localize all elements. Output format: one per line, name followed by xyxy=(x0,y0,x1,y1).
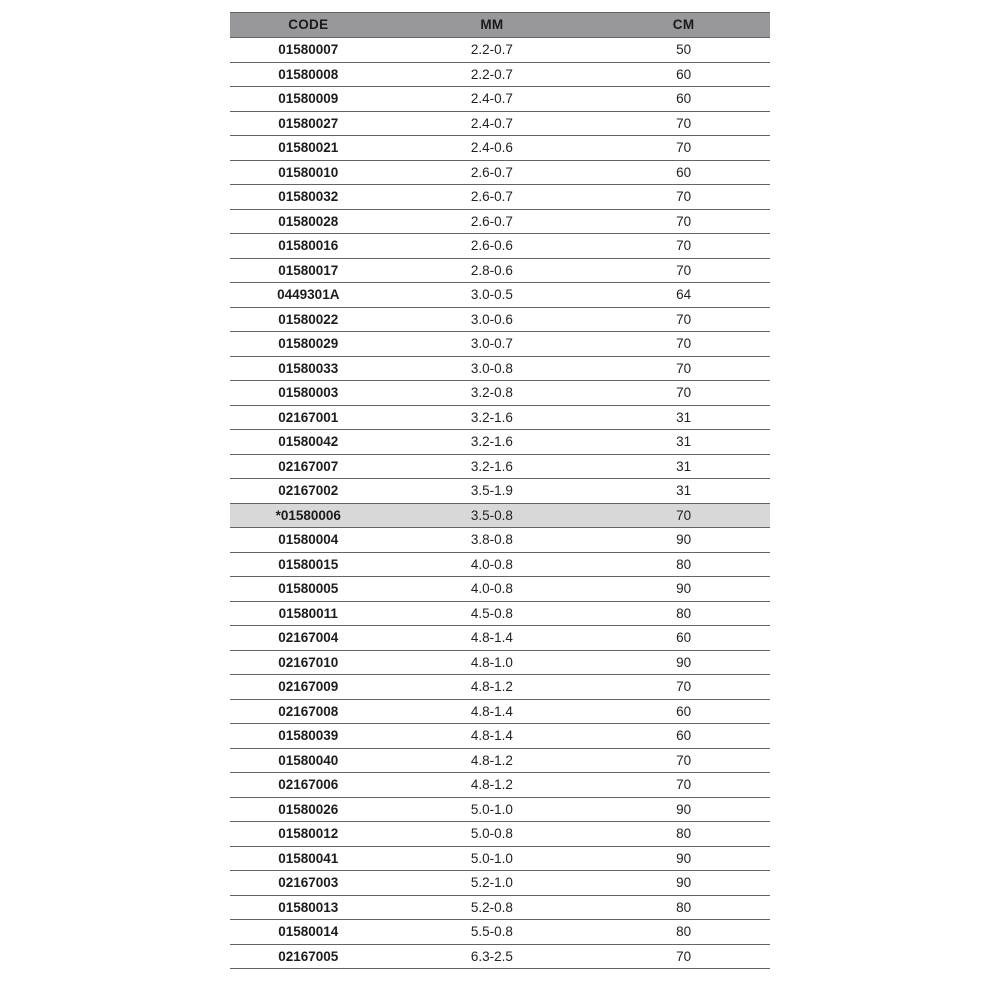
cell-cm: 80 xyxy=(597,822,770,847)
cell-cm: 70 xyxy=(597,234,770,259)
cell-cm: 31 xyxy=(597,479,770,504)
cell-code: 01580026 xyxy=(230,797,387,822)
cell-cm: 90 xyxy=(597,577,770,602)
cell-code: 01580010 xyxy=(230,160,387,185)
cell-cm: 70 xyxy=(597,773,770,798)
cell-code: 01580012 xyxy=(230,822,387,847)
table-row xyxy=(230,307,770,332)
column-header-mm: MM xyxy=(387,13,598,38)
cell-cm: 60 xyxy=(597,724,770,749)
cell-code: 01580003 xyxy=(230,381,387,406)
column-header-cm: CM xyxy=(597,13,770,38)
cell-mm: 3.5-1.9 xyxy=(387,479,598,504)
cell-code: 01580016 xyxy=(230,234,387,259)
table-row xyxy=(230,577,770,602)
cell-mm: 2.4-0.7 xyxy=(387,111,598,136)
cell-cm: 70 xyxy=(597,332,770,357)
cell-code: 0449301A xyxy=(230,283,387,308)
table-row xyxy=(230,699,770,724)
cell-code: 02167009 xyxy=(230,675,387,700)
cell-cm: 31 xyxy=(597,405,770,430)
cell-code: 01580021 xyxy=(230,136,387,161)
table-row xyxy=(230,528,770,553)
table-row xyxy=(230,822,770,847)
cell-cm: 70 xyxy=(597,356,770,381)
cell-mm: 2.2-0.7 xyxy=(387,62,598,87)
table-row xyxy=(230,920,770,945)
cell-mm: 2.4-0.6 xyxy=(387,136,598,161)
table-row xyxy=(230,136,770,161)
cell-cm: 90 xyxy=(597,528,770,553)
cell-code: 02167003 xyxy=(230,871,387,896)
cell-cm: 70 xyxy=(597,944,770,969)
cell-code: 01580027 xyxy=(230,111,387,136)
cell-mm: 5.2-1.0 xyxy=(387,871,598,896)
table-row xyxy=(230,871,770,896)
cell-mm: 2.4-0.7 xyxy=(387,87,598,112)
cell-mm: 2.8-0.6 xyxy=(387,258,598,283)
cell-cm: 70 xyxy=(597,209,770,234)
cell-cm: 80 xyxy=(597,601,770,626)
cell-code: 02167001 xyxy=(230,405,387,430)
table-row xyxy=(230,895,770,920)
table-row xyxy=(230,209,770,234)
table-row xyxy=(230,62,770,87)
table-row xyxy=(230,503,770,528)
table-row xyxy=(230,675,770,700)
cell-cm: 90 xyxy=(597,650,770,675)
cell-mm: 2.6-0.7 xyxy=(387,185,598,210)
cell-mm: 4.8-1.4 xyxy=(387,699,598,724)
cell-mm: 4.0-0.8 xyxy=(387,577,598,602)
cell-code: 01580005 xyxy=(230,577,387,602)
cell-cm: 60 xyxy=(597,626,770,651)
table-row xyxy=(230,797,770,822)
cell-code: *01580006 xyxy=(230,503,387,528)
table-row xyxy=(230,454,770,479)
cell-mm: 5.0-0.8 xyxy=(387,822,598,847)
cell-code: 01580028 xyxy=(230,209,387,234)
cell-mm: 3.2-1.6 xyxy=(387,430,598,455)
cell-code: 02167002 xyxy=(230,479,387,504)
cell-cm: 31 xyxy=(597,454,770,479)
table-row xyxy=(230,724,770,749)
cell-code: 01580032 xyxy=(230,185,387,210)
cell-cm: 60 xyxy=(597,699,770,724)
table-row xyxy=(230,38,770,63)
table-row xyxy=(230,650,770,675)
cell-mm: 3.0-0.5 xyxy=(387,283,598,308)
table-row xyxy=(230,283,770,308)
cell-cm: 70 xyxy=(597,748,770,773)
cell-cm: 70 xyxy=(597,258,770,283)
cell-mm: 2.6-0.7 xyxy=(387,160,598,185)
cell-code: 02167010 xyxy=(230,650,387,675)
table-row xyxy=(230,332,770,357)
cell-cm: 60 xyxy=(597,160,770,185)
table-row xyxy=(230,381,770,406)
cell-cm: 70 xyxy=(597,675,770,700)
cell-cm: 60 xyxy=(597,62,770,87)
cell-mm: 5.0-1.0 xyxy=(387,846,598,871)
cell-code: 02167007 xyxy=(230,454,387,479)
table-row xyxy=(230,626,770,651)
table-row xyxy=(230,552,770,577)
cell-code: 01580015 xyxy=(230,552,387,577)
table-row xyxy=(230,944,770,969)
cell-code: 01580011 xyxy=(230,601,387,626)
cell-cm: 60 xyxy=(597,87,770,112)
table-row xyxy=(230,87,770,112)
table-header-row xyxy=(230,13,770,38)
cell-cm: 50 xyxy=(597,38,770,63)
cell-cm: 90 xyxy=(597,797,770,822)
cell-code: 01580008 xyxy=(230,62,387,87)
cell-mm: 3.5-0.8 xyxy=(387,503,598,528)
cell-mm: 3.0-0.6 xyxy=(387,307,598,332)
cell-mm: 2.2-0.7 xyxy=(387,38,598,63)
cell-cm: 80 xyxy=(597,920,770,945)
cell-code: 01580042 xyxy=(230,430,387,455)
cell-code: 01580029 xyxy=(230,332,387,357)
cell-code: 01580041 xyxy=(230,846,387,871)
cell-mm: 3.2-1.6 xyxy=(387,454,598,479)
cell-mm: 4.0-0.8 xyxy=(387,552,598,577)
cell-code: 01580009 xyxy=(230,87,387,112)
table-row xyxy=(230,405,770,430)
table-row xyxy=(230,748,770,773)
cell-code: 01580014 xyxy=(230,920,387,945)
table-row xyxy=(230,258,770,283)
cell-code: 01580013 xyxy=(230,895,387,920)
table-row xyxy=(230,185,770,210)
cell-code: 02167006 xyxy=(230,773,387,798)
table-row xyxy=(230,160,770,185)
cell-mm: 4.8-1.2 xyxy=(387,748,598,773)
cell-code: 01580033 xyxy=(230,356,387,381)
table-row xyxy=(230,773,770,798)
cell-mm: 4.8-1.2 xyxy=(387,773,598,798)
cell-cm: 70 xyxy=(597,111,770,136)
cell-cm: 70 xyxy=(597,381,770,406)
table-row xyxy=(230,601,770,626)
cell-mm: 4.5-0.8 xyxy=(387,601,598,626)
cell-cm: 90 xyxy=(597,846,770,871)
cell-mm: 2.6-0.6 xyxy=(387,234,598,259)
cell-cm: 80 xyxy=(597,895,770,920)
cell-cm: 70 xyxy=(597,307,770,332)
cell-cm: 70 xyxy=(597,185,770,210)
cell-code: 02167008 xyxy=(230,699,387,724)
cell-mm: 3.0-0.8 xyxy=(387,356,598,381)
cell-code: 01580017 xyxy=(230,258,387,283)
cell-cm: 70 xyxy=(597,136,770,161)
cell-code: 01580004 xyxy=(230,528,387,553)
cell-cm: 90 xyxy=(597,871,770,896)
cell-code: 01580022 xyxy=(230,307,387,332)
cell-mm: 2.6-0.7 xyxy=(387,209,598,234)
cell-mm: 3.0-0.7 xyxy=(387,332,598,357)
table-row xyxy=(230,846,770,871)
product-size-table xyxy=(230,12,770,969)
table-body xyxy=(230,38,770,969)
cell-mm: 4.8-1.4 xyxy=(387,724,598,749)
cell-mm: 6.3-2.5 xyxy=(387,944,598,969)
cell-cm: 31 xyxy=(597,430,770,455)
cell-cm: 64 xyxy=(597,283,770,308)
cell-code: 01580039 xyxy=(230,724,387,749)
cell-mm: 4.8-1.2 xyxy=(387,675,598,700)
table-row xyxy=(230,234,770,259)
cell-mm: 5.0-1.0 xyxy=(387,797,598,822)
cell-code: 01580040 xyxy=(230,748,387,773)
cell-mm: 4.8-1.0 xyxy=(387,650,598,675)
cell-code: 02167005 xyxy=(230,944,387,969)
cell-code: 01580007 xyxy=(230,38,387,63)
table-row xyxy=(230,430,770,455)
cell-cm: 80 xyxy=(597,552,770,577)
table-row xyxy=(230,111,770,136)
table-row xyxy=(230,356,770,381)
table-row xyxy=(230,479,770,504)
cell-mm: 5.5-0.8 xyxy=(387,920,598,945)
cell-mm: 3.8-0.8 xyxy=(387,528,598,553)
cell-mm: 4.8-1.4 xyxy=(387,626,598,651)
column-header-code: CODE xyxy=(230,13,387,38)
cell-code: 02167004 xyxy=(230,626,387,651)
cell-mm: 3.2-0.8 xyxy=(387,381,598,406)
cell-mm: 3.2-1.6 xyxy=(387,405,598,430)
cell-mm: 5.2-0.8 xyxy=(387,895,598,920)
cell-cm: 70 xyxy=(597,503,770,528)
